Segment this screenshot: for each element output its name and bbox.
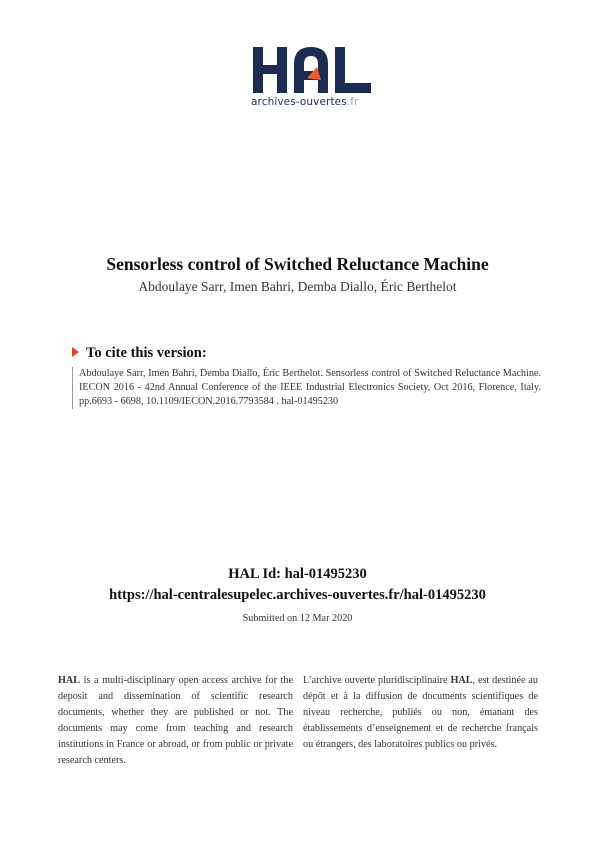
submitted-date: Submitted on 12 Mar 2020	[242, 613, 353, 624]
about-french-text: L’archive ouverte pluridisciplinaire	[303, 675, 451, 686]
about-english-text: is a multi-disciplinary open access archive for the deposit and dissemination of scientific research documents, whether they are published or not. The documents may come from teaching and research institutions in France or abroad, or from public or private research centers.	[58, 675, 293, 766]
hal-id: HAL Id: hal-01495230	[228, 566, 367, 582]
arrow-right-icon	[72, 347, 79, 357]
logo-subtitle: archives-ouvertes.fr	[251, 96, 359, 108]
hal-bold-en: HAL	[58, 675, 81, 686]
hal-url-link[interactable]: https://hal-centralesupelec.archives-ouvertes.fr/hal-01495230	[109, 587, 486, 603]
hal-bold-fr: HAL	[450, 675, 473, 686]
paper-authors: Abdoulaye Sarr, Imen Bahri, Demba Diallo, Éric Berthelot	[138, 279, 457, 294]
about-french	[303, 673, 538, 753]
about-french-text-2: , est destinée au dépôt et à la diffusion de documents scientifiques de niveau recherche, publiés ou non, émanant des établissements d’enseignement et de recherche français ou étrangers, des laboratoires publics ou privés.	[303, 675, 538, 750]
hal-logo-mark	[250, 44, 376, 96]
about-english	[58, 673, 293, 769]
cite-heading	[72, 344, 207, 362]
citation-text: Abdoulaye Sarr, Imen Bahri, Demba Diallo, Éric Berthelot. Sensorless control of Switched Reluctance Machine. IECON 2016 - 42nd Annual Conference of the IEEE Industrial Electronics Society, Oct 2016, Florence, Italy. pp.6693 - 6698, 10.1109/IECON.2016.7793584 . hal-01495230	[72, 367, 541, 409]
paper-title: Sensorless control of Switched Reluctance Machine	[106, 254, 489, 274]
cite-heading-label: To cite this version:	[86, 345, 207, 361]
